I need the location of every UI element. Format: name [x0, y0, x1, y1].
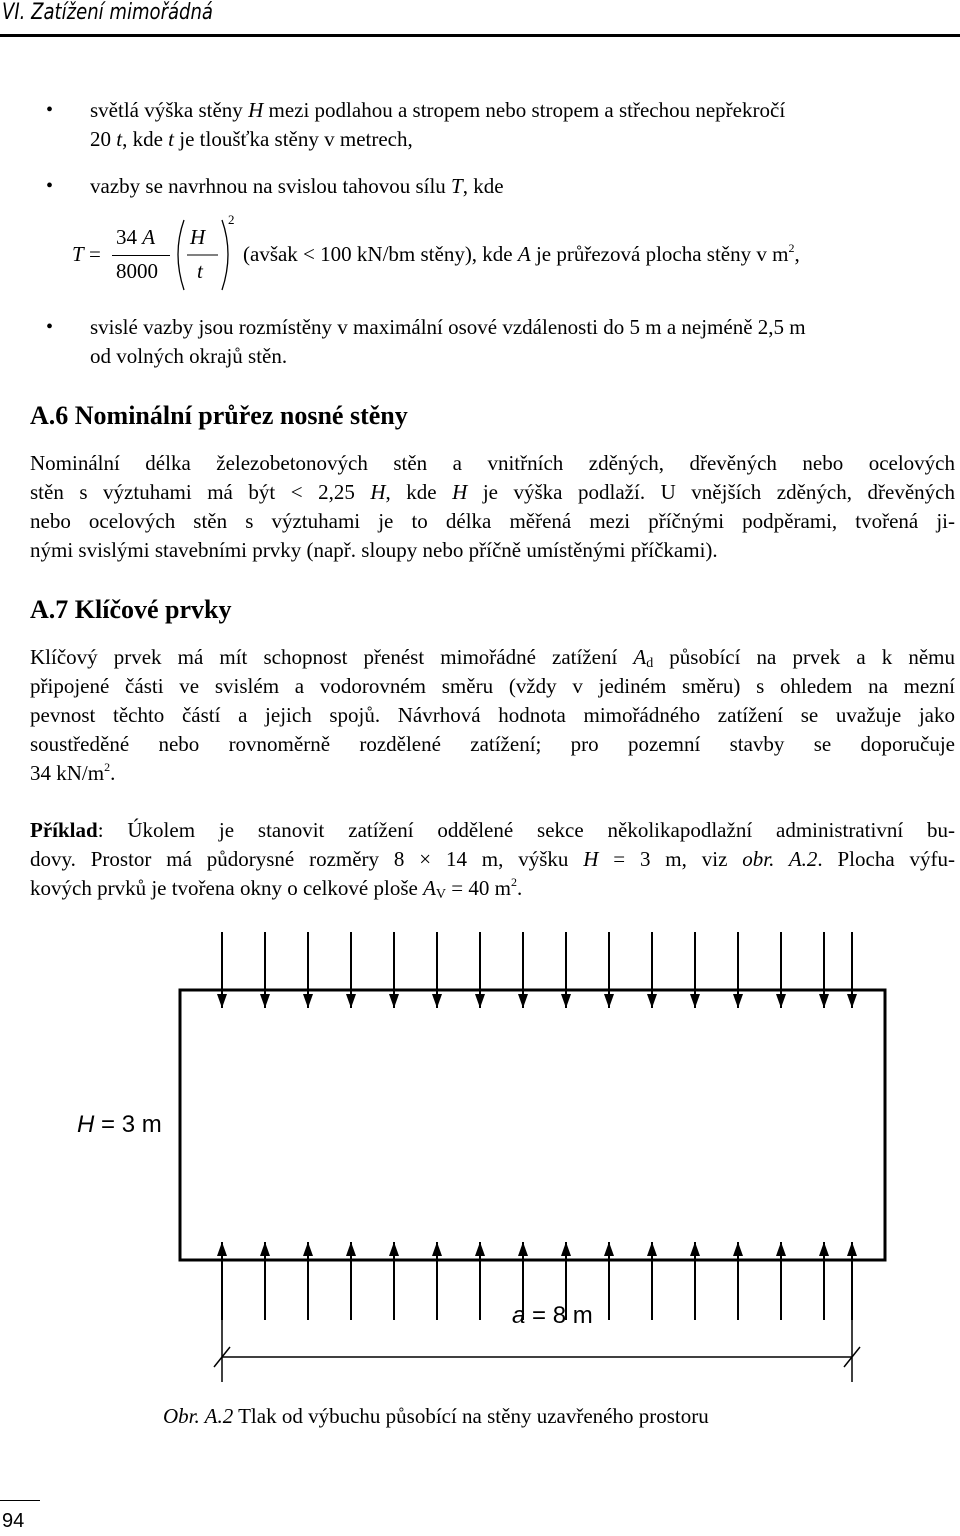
pressure-arrow-head	[432, 1242, 442, 1256]
page-number: 94	[2, 1510, 25, 1532]
pressure-arrow-head	[561, 1242, 571, 1256]
bullet-3-line-2: od volných okrajů stěn.	[90, 344, 288, 368]
pressure-arrow-head	[819, 1242, 829, 1256]
eq-denominator: 8000	[116, 259, 158, 283]
footer-rule	[0, 1500, 40, 1501]
pressure-arrow-head	[647, 994, 657, 1008]
bullet-marker: •	[46, 316, 54, 338]
pressure-arrow-head	[776, 1242, 786, 1256]
header-title: VI. Zatížení mimořádná	[2, 0, 213, 25]
a7-line-3: pevnost těchto částí a jejich spojů. Návrhová hodnota mimořádného zatížení se uvažuje jako	[30, 703, 955, 727]
pressure-arrow-head	[260, 1242, 270, 1256]
pressure-arrow-head	[475, 994, 485, 1008]
bullet-marker: •	[46, 99, 54, 121]
a6-line-1: Nominální délka železobetonových stěn a vnitřních zděných, dřevěných nebo ocelových	[30, 451, 955, 475]
width-label: a = 8 m	[512, 1302, 593, 1329]
top-pressure-arrows	[217, 932, 857, 1008]
pressure-arrow-head	[346, 994, 356, 1008]
eq-explanation: (avšak < 100 kN/bm stěny), kde A je průřezová plocha stěny v $m^2$,	[243, 241, 800, 266]
pressure-arrow-head	[389, 994, 399, 1008]
figure-caption: Obr. A.2 Tlak od výbuchu působící na stěny uzavřeného prostoru	[163, 1404, 709, 1428]
pressure-arrow-head	[475, 1242, 485, 1256]
pressure-arrow-head	[847, 994, 857, 1008]
pressure-arrow-head	[303, 1242, 313, 1256]
eq-numerator: 34 A	[116, 225, 156, 249]
bullet-2-line-1: vazby se navrhnou na svislou tahovou sílu T, kde	[90, 174, 504, 198]
pressure-arrow-head	[518, 994, 528, 1008]
pressure-arrow-head	[217, 994, 227, 1008]
section-heading-a7: A.7 Klíčové prvky	[30, 595, 232, 624]
pressure-arrow-head	[260, 994, 270, 1008]
bullet-marker: •	[46, 175, 54, 197]
pressure-arrow-head	[819, 994, 829, 1008]
bullet-1-line-2: 20 t, kde t je tloušťka stěny v metrech,	[90, 127, 413, 151]
pressure-arrow-head	[303, 994, 313, 1008]
example-line-1: Příklad: Úkolem je stanovit zatížení oddělené sekce několikapodlažní administrativní bu-	[30, 818, 955, 842]
a7-line-5: 34 $kN/m^2$.	[30, 760, 116, 785]
height-label: H = 3 m	[77, 1111, 162, 1138]
pressure-arrow-head	[776, 994, 786, 1008]
pressure-arrow-head	[389, 1242, 399, 1256]
pressure-arrow-head	[346, 1242, 356, 1256]
pressure-arrow-head	[847, 1242, 857, 1256]
a7-line-2: připojené části ve svislém a vodorovném směru (vždy v jediném směru) s ohledem na mezní	[30, 674, 955, 698]
pressure-arrow-head	[690, 1242, 700, 1256]
room-outline	[180, 990, 885, 1260]
pressure-arrow-head	[647, 1242, 657, 1256]
example-line-3: kových prvků je tvořena okny o celkové ploše $A_V = 40$ $m^2$.	[30, 875, 523, 902]
pressure-arrow-head	[432, 994, 442, 1008]
bullet-1-line-1: světlá výška stěny H mezi podlahou a stropem nebo stropem a střechou nepřekročí	[90, 98, 786, 122]
bullet-3-line-1: svislé vazby jsou rozmístěny v maximální osové vzdálenosti do 5 m a nejméně 2,5 m	[90, 315, 806, 339]
example-line-2: dovy. Prostor má půdorysné rozměry 8 × 14 m, výšku H = 3 m, viz obr. A.2. Plocha výfu-	[30, 847, 955, 871]
a7-line-4: soustředěné nebo rovnoměrně rozdělené zatížení; pro pozemní stavby se doporučuje	[30, 732, 955, 756]
eq-inner-numerator: H	[190, 225, 206, 249]
eq-exponent: 2	[228, 212, 235, 227]
pressure-arrow-head	[733, 994, 743, 1008]
a6-line-2: stěn s výztuhami má být < 2,25 H, kde H je výška podlaží. U vnějších zděných, dřevěných	[30, 480, 955, 504]
example-label: Příklad	[30, 818, 98, 842]
a7-line-1: Klíčový prvek má mít schopnost přenést mimořádné zatížení $A_d$ působící na prvek a k němu	[30, 645, 955, 671]
a6-line-3: nebo ocelových stěn s výztuhami je to délka měřená mezi příčnými podpěrami, tvořená ji-	[30, 509, 955, 533]
pressure-arrow-head	[604, 1242, 614, 1256]
section-heading-a6: A.6 Nominální průřez nosné stěny	[30, 401, 408, 430]
pressure-arrow-head	[561, 994, 571, 1008]
pressure-arrow-head	[518, 1242, 528, 1256]
pressure-arrow-head	[733, 1242, 743, 1256]
pressure-arrow-head	[604, 994, 614, 1008]
pressure-arrow-head	[690, 994, 700, 1008]
a6-line-4: nými svislými stavebními prvky (např. sloupy nebo příčně umístěnými příčkami).	[30, 538, 718, 562]
eq-inner-denominator: t	[197, 259, 203, 283]
pressure-arrow-head	[217, 1242, 227, 1256]
